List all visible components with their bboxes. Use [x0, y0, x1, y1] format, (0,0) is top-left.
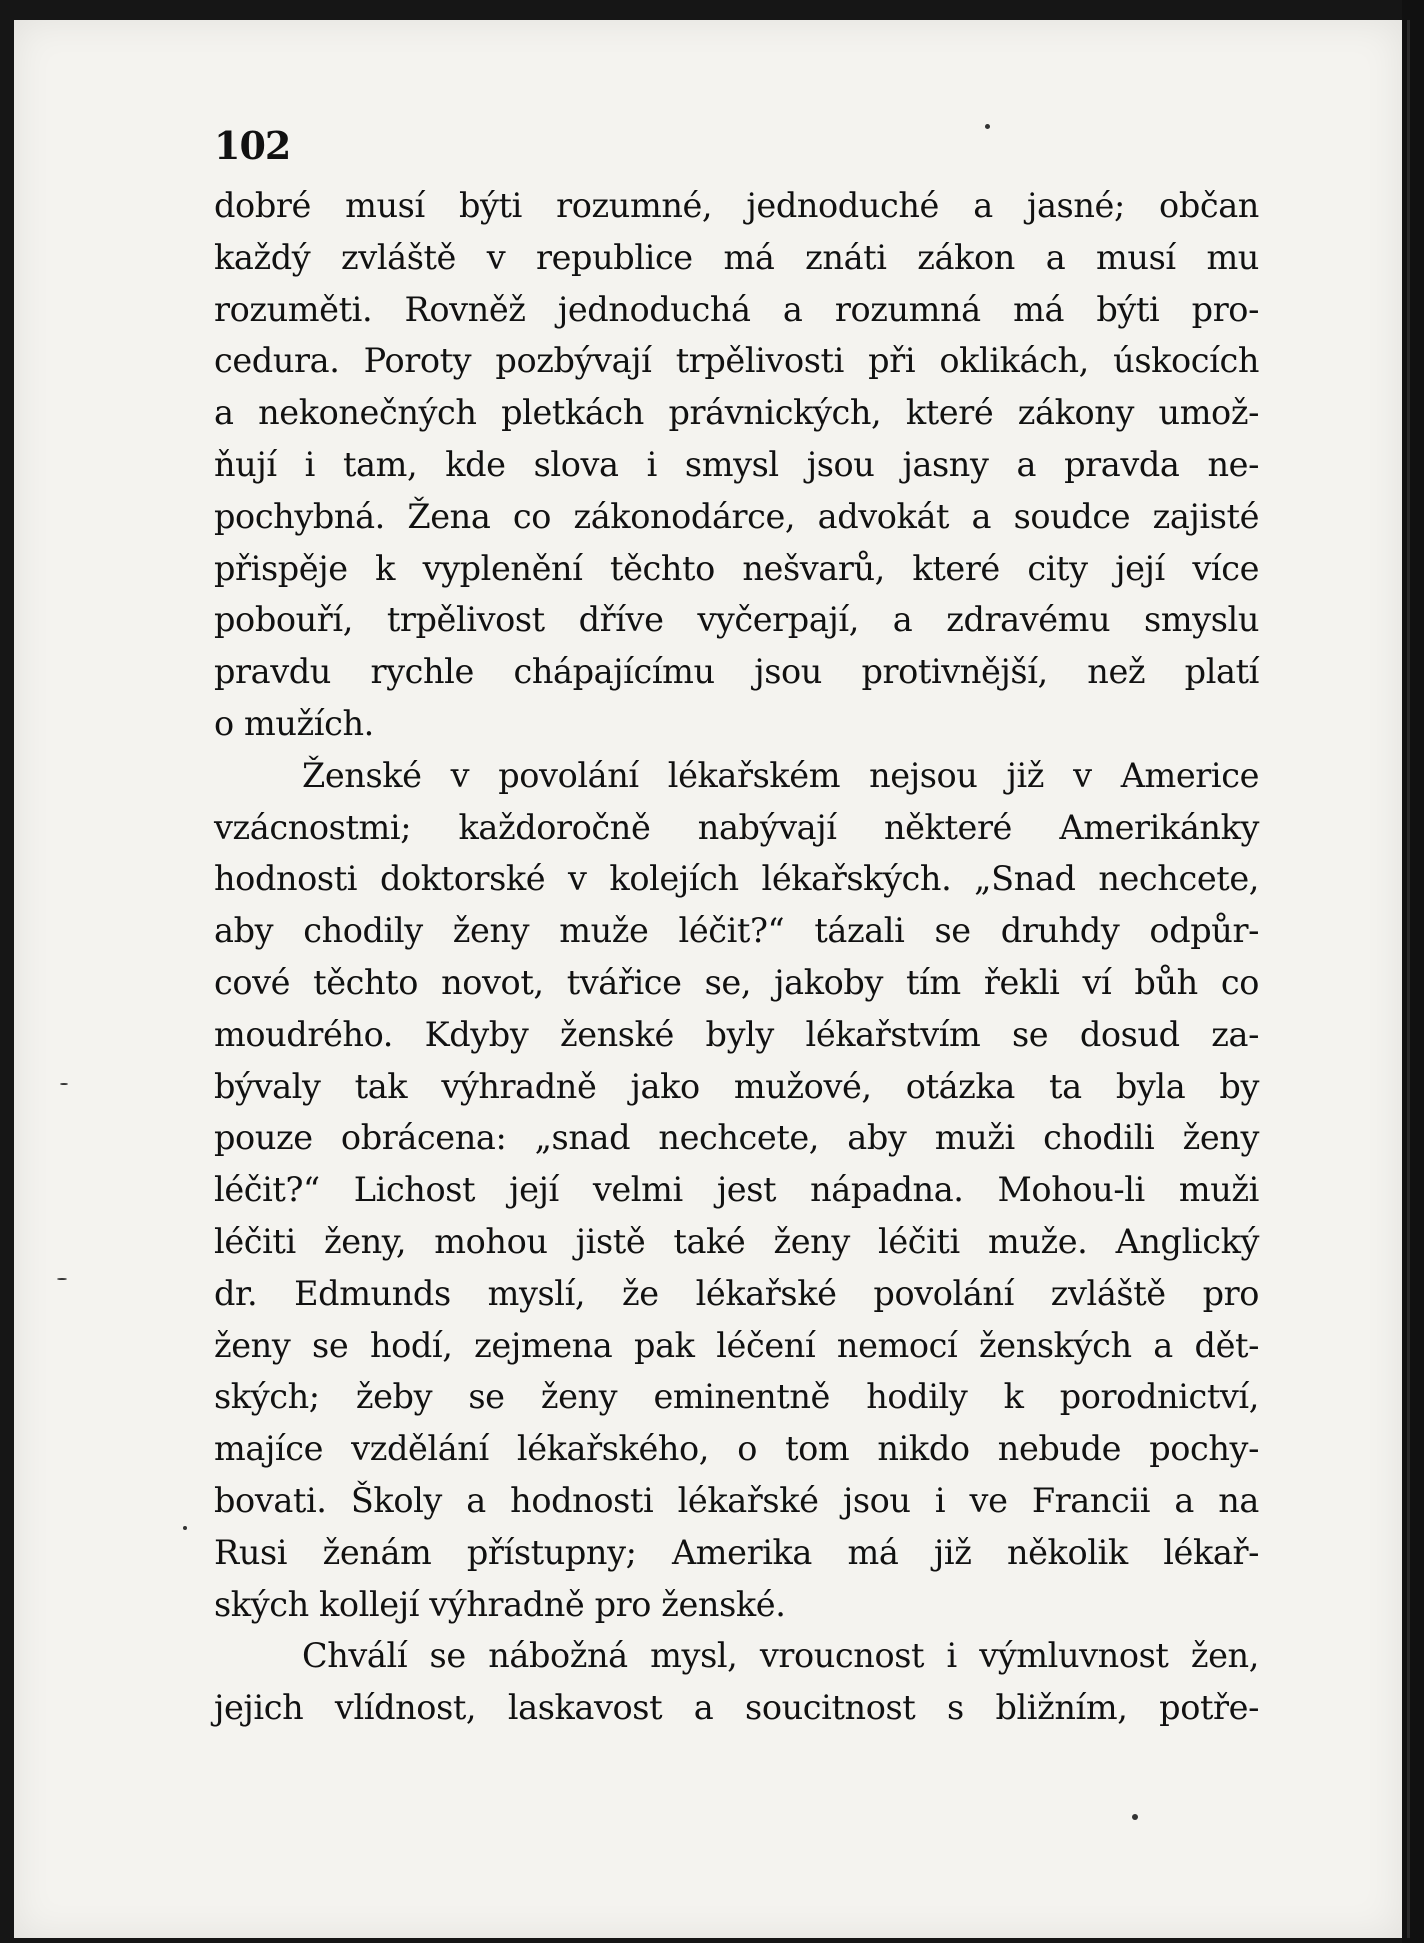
- text-line: moudrého. Kdyby ženské byly lékařstvím se dosud za-: [214, 1014, 1259, 1054]
- text-lines: [214, 180, 1259, 1734]
- text-line: rozuměti. Rovněž jednoduchá a rozumná má býti pro-: [214, 289, 1259, 329]
- dust-speck: [1132, 1814, 1138, 1820]
- dust-speck: [57, 1278, 67, 1280]
- text-line: Chválí se nábožná mysl, vroucnost i výmluvnost žen,: [302, 1636, 1259, 1676]
- text-line: pochybná. Žena co zákonodárce, advokát a soudce zajisté: [214, 496, 1259, 536]
- text-line: bovati. Školy a hodnosti lékařské jsou i ve Francii a na: [214, 1480, 1259, 1520]
- text-line: aby chodily ženy muže léčit?“ tázali se druhdy odpůr-: [214, 911, 1259, 951]
- text-line: vzácnostmi; každoročně nabývají některé Amerikánky: [214, 807, 1259, 847]
- text-line: ských kollejí výhradně pro ženské.: [214, 1584, 786, 1624]
- text-line: dr. Edmunds myslí, že lékařské povolání zvláště pro: [214, 1273, 1259, 1313]
- text-line: každý zvláště v republice má znáti zákon a musí mu: [214, 237, 1259, 277]
- text-line: cedura. Poroty pozbývají trpělivosti při oklikách, úskocích: [214, 341, 1259, 381]
- text-line: ských; žeby se ženy eminentně hodily k porodnictví,: [214, 1377, 1259, 1417]
- text-line: Ženské v povolání lékařském nejsou již v Americe: [302, 755, 1259, 795]
- dust-speck: [60, 1083, 68, 1085]
- text-line: cové těchto novot, tvářice se, jakoby tím řekli ví bůh co: [214, 962, 1259, 1002]
- text-line: pouze obrácena: „snad nechcete, aby muži chodili ženy: [214, 1118, 1259, 1158]
- text-line: hodnosti doktorské v kolejích lékařských. „Snad nechcete,: [214, 859, 1259, 899]
- text-line: léčit?“ Lichost její velmi jest nápadna. Mohou-li muži: [214, 1170, 1259, 1210]
- page-edge-line: [1407, 20, 1410, 1938]
- scan-right-edge: [1402, 0, 1424, 1943]
- text-line: dobré musí býti rozumné, jednoduché a jasné; občan: [214, 186, 1259, 225]
- text-line: léčiti ženy, mohou jistě také ženy léčiti muže. Anglický: [214, 1221, 1259, 1261]
- text-line: majíce vzdělání lékařského, o tom nikdo nebude pochy-: [214, 1429, 1259, 1469]
- text-line: pobouří, trpělivost dříve vyčerpají, a zdravému smyslu: [214, 600, 1259, 640]
- text-line: jejich vlídnost, laskavost a soucitnost s bližním, potře-: [214, 1688, 1259, 1728]
- text-line: pravdu rychle chápajícímu jsou protivnější, než platí: [214, 652, 1259, 692]
- text-line: a nekonečných pletkách právnických, které zákony umož-: [214, 393, 1259, 433]
- page-text: [214, 122, 1259, 1734]
- dust-speck: [183, 1526, 187, 1530]
- text-line: přispěje k vyplenění těchto nešvarů, které city její více: [214, 548, 1259, 588]
- text-line: bývaly tak výhradně jako mužové, otázka ta byla by: [214, 1066, 1259, 1106]
- text-line: o mužích.: [214, 703, 374, 743]
- text-line: ženy se hodí, zejmena pak léčení nemocí ženských a dět-: [214, 1325, 1259, 1365]
- text-line: Rusi ženám přístupny; Amerika má již několik lékař-: [214, 1532, 1259, 1572]
- text-line: ňují i tam, kde slova i smysl jsou jasny a pravda ne-: [214, 444, 1259, 484]
- page-number: 102: [214, 123, 291, 168]
